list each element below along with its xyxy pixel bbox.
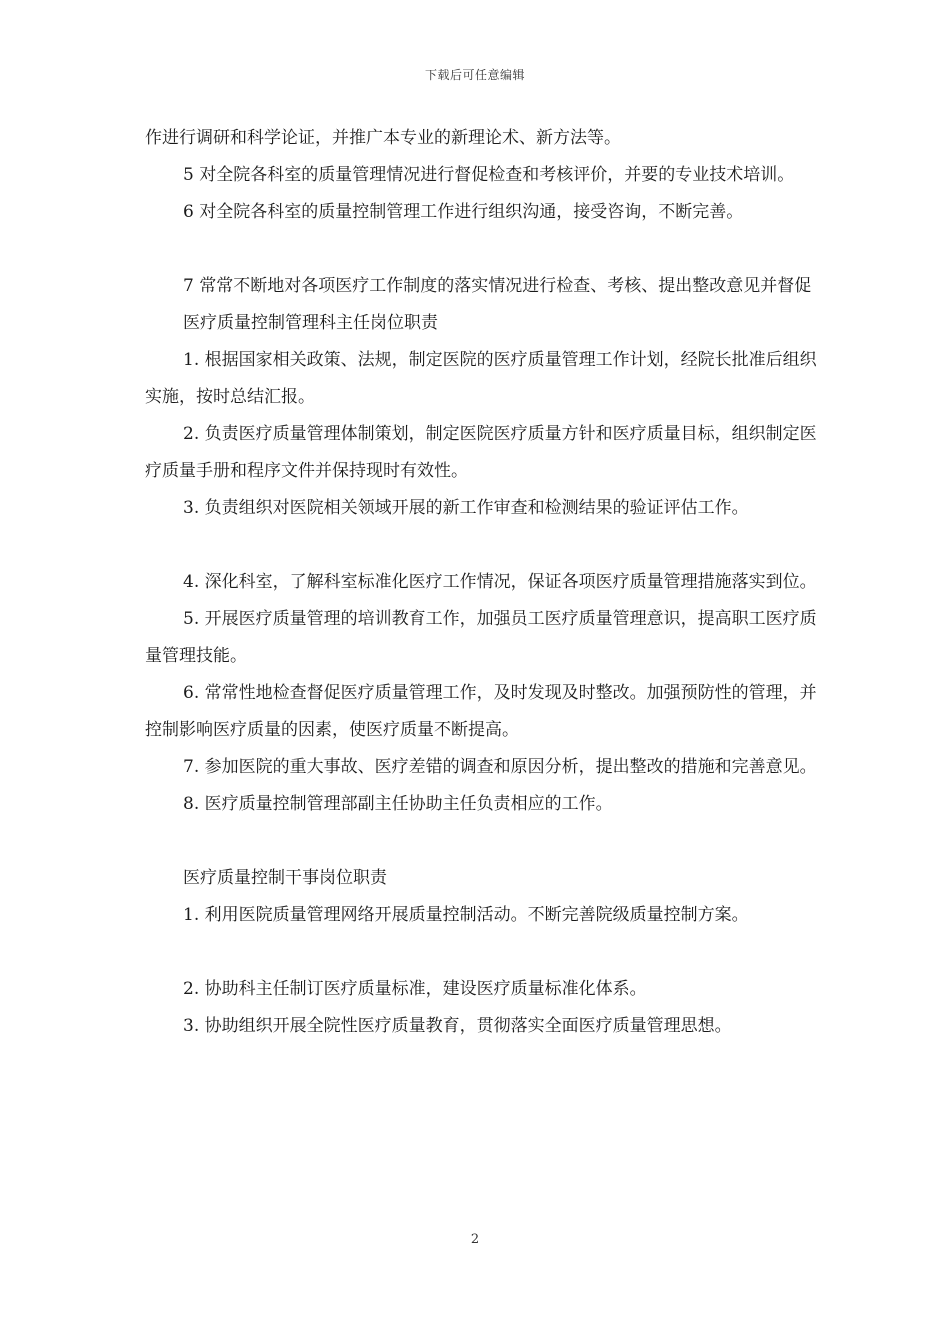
paragraph-gap xyxy=(145,527,825,564)
paragraph: 3. 协助组织开展全院性医疗质量教育，贯彻落实全面医疗质量管理思想。 xyxy=(183,1016,732,1036)
paragraph: 1. 根据国家相关政策、法规，制定医院的医疗质量管理工作计划，经院长批准后组织实施，按时总结汇报。 xyxy=(145,350,817,407)
page-number: 2 xyxy=(470,1232,480,1247)
document-body xyxy=(145,120,825,1045)
paragraph: 2. 负责医疗质量管理体制策划，制定医院医疗质量方针和医疗质量目标，组织制定医疗质量手册和程序文件并保持现时有效性。 xyxy=(145,424,817,481)
paragraph-gap xyxy=(145,823,825,860)
paragraph: 作进行调研和科学论证，并推广本专业的新理论术、新方法等。 xyxy=(145,128,621,148)
section-heading: 医疗质量控制干事岗位职责 xyxy=(183,868,387,888)
paragraph-gap xyxy=(145,934,825,971)
paragraph: 7 常常不断地对各项医疗工作制度的落实情况进行检查、考核、提出整改意见并督促 xyxy=(183,276,812,296)
page-header: 下载后可任意编辑 xyxy=(424,68,525,82)
paragraph: 7. 参加医院的重大事故、医疗差错的调查和原因分析，提出整改的措施和完善意见。 xyxy=(183,757,817,777)
paragraph: 6 对全院各科室的质量控制管理工作进行组织沟通，接受咨询，不断完善。 xyxy=(183,202,744,222)
paragraph: 4. 深化科室，了解科室标准化医疗工作情况，保证各项医疗质量管理措施落实到位。 xyxy=(183,572,817,592)
paragraph: 2. 协助科主任制订医疗质量标准，建设医疗质量标准化体系。 xyxy=(183,979,647,999)
paragraph: 5 对全院各科室的质量管理情况进行督促检查和考核评价，并要的专业技术培训。 xyxy=(183,165,795,185)
paragraph-gap xyxy=(145,231,825,268)
paragraph: 8. 医疗质量控制管理部副主任协助主任负责相应的工作。 xyxy=(183,794,613,814)
paragraph: 3. 负责组织对医院相关领域开展的新工作审查和检测结果的验证评估工作。 xyxy=(183,498,749,518)
paragraph: 6. 常常性地检查督促医疗质量管理工作，及时发现及时整改。加强预防性的管理，并控制影响医疗质量的因素，使医疗质量不断提高。 xyxy=(145,683,817,740)
paragraph: 5. 开展医疗质量管理的培训教育工作，加强员工医疗质量管理意识，提高职工医疗质量管理技能。 xyxy=(145,609,817,666)
section-heading: 医疗质量控制管理科主任岗位职责 xyxy=(183,313,438,333)
paragraph: 1. 利用医院质量管理网络开展质量控制活动。不断完善院级质量控制方案。 xyxy=(183,905,749,925)
